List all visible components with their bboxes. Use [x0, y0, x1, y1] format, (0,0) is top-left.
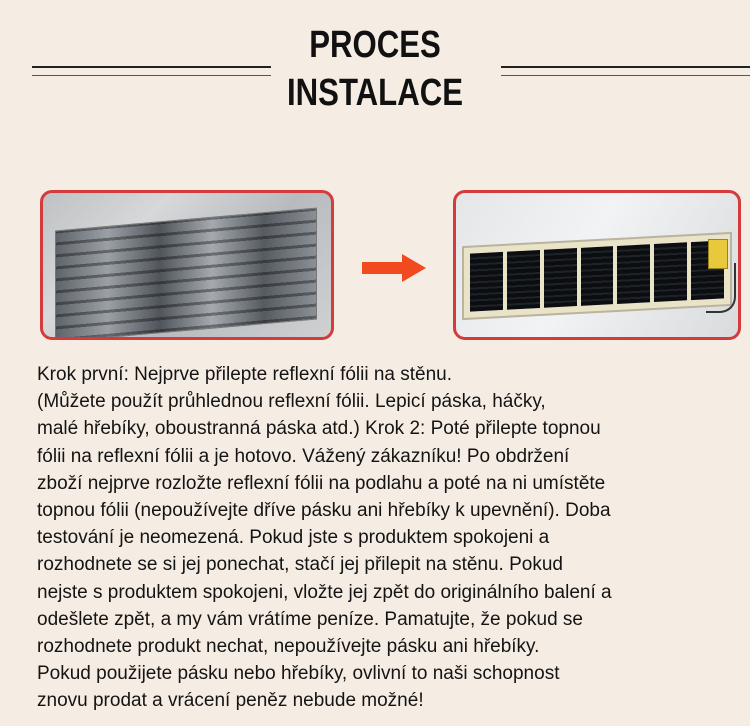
- right-arrow-icon: [362, 254, 426, 282]
- reflective-foil-sheet: [55, 208, 317, 340]
- film-strip: [507, 250, 540, 310]
- instructions-line: Krok první: Nejprve přilepte reflexní fólii na stěnu.: [37, 364, 453, 385]
- page-title-line-1: PROCES: [309, 24, 441, 66]
- film-strip: [654, 242, 687, 302]
- film-strip: [470, 252, 503, 312]
- instructions-line: zboží nejprve rozložte reflexní fólii na podlahu a poté na ni umístěte: [37, 472, 606, 494]
- title-rule-left-top: [32, 66, 271, 68]
- title-rule-right-top: [501, 66, 750, 68]
- instructions-line: fólii na reflexní fólii a je hotovo. Vážený zákazníku! Po obdržení: [37, 445, 570, 467]
- film-strip: [544, 248, 577, 308]
- instructions-line: rozhodnete produkt nechat, nepoužívejte pásku ani hřebíky.: [37, 636, 540, 658]
- film-strip: [617, 244, 650, 304]
- instructions-line: topnou fólii (nepoužívejte dříve pásku ani hřebíky k upevnění). Doba: [37, 500, 611, 522]
- heating-film-photo: [453, 190, 741, 340]
- instructions-line: odešlete zpět, a my vám vrátíme peníze. Pamatujte, že pokud se: [37, 608, 583, 630]
- instructions-line: malé hřebíky, oboustranná páska atd.) Krok 2: Poté přilepte topnou: [37, 418, 601, 440]
- instructions-line: nejste s produktem spokojeni, vložte jej zpět do originálního balení a: [37, 581, 612, 603]
- page-title-line-2: INSTALACE: [287, 72, 463, 114]
- instructions-line: znovu prodat a vrácení peněz nebude možné!: [37, 690, 424, 712]
- reflective-foil-photo: [40, 190, 334, 340]
- heating-film-sheet: [462, 232, 732, 320]
- film-strip: [581, 246, 614, 306]
- instructions-line: Pokud použijete pásku nebo hřebíky, ovlivní to naši schopnost: [37, 663, 560, 685]
- power-cable: [706, 263, 736, 313]
- instructions-line: rozhodnete se si jej ponechat, stačí jej přilepit na stěnu. Pokud: [37, 554, 563, 576]
- title-rule-right-bottom: [501, 75, 750, 76]
- title-rule-left-bottom: [32, 75, 271, 76]
- instructions-line: testování je neomezená. Pokud jste s produktem spokojeni a: [37, 527, 550, 549]
- instructions-line: (Můžete použít průhlednou reflexní fólii. Lepicí páska, háčky,: [37, 391, 546, 413]
- instructions-text: [37, 361, 727, 715]
